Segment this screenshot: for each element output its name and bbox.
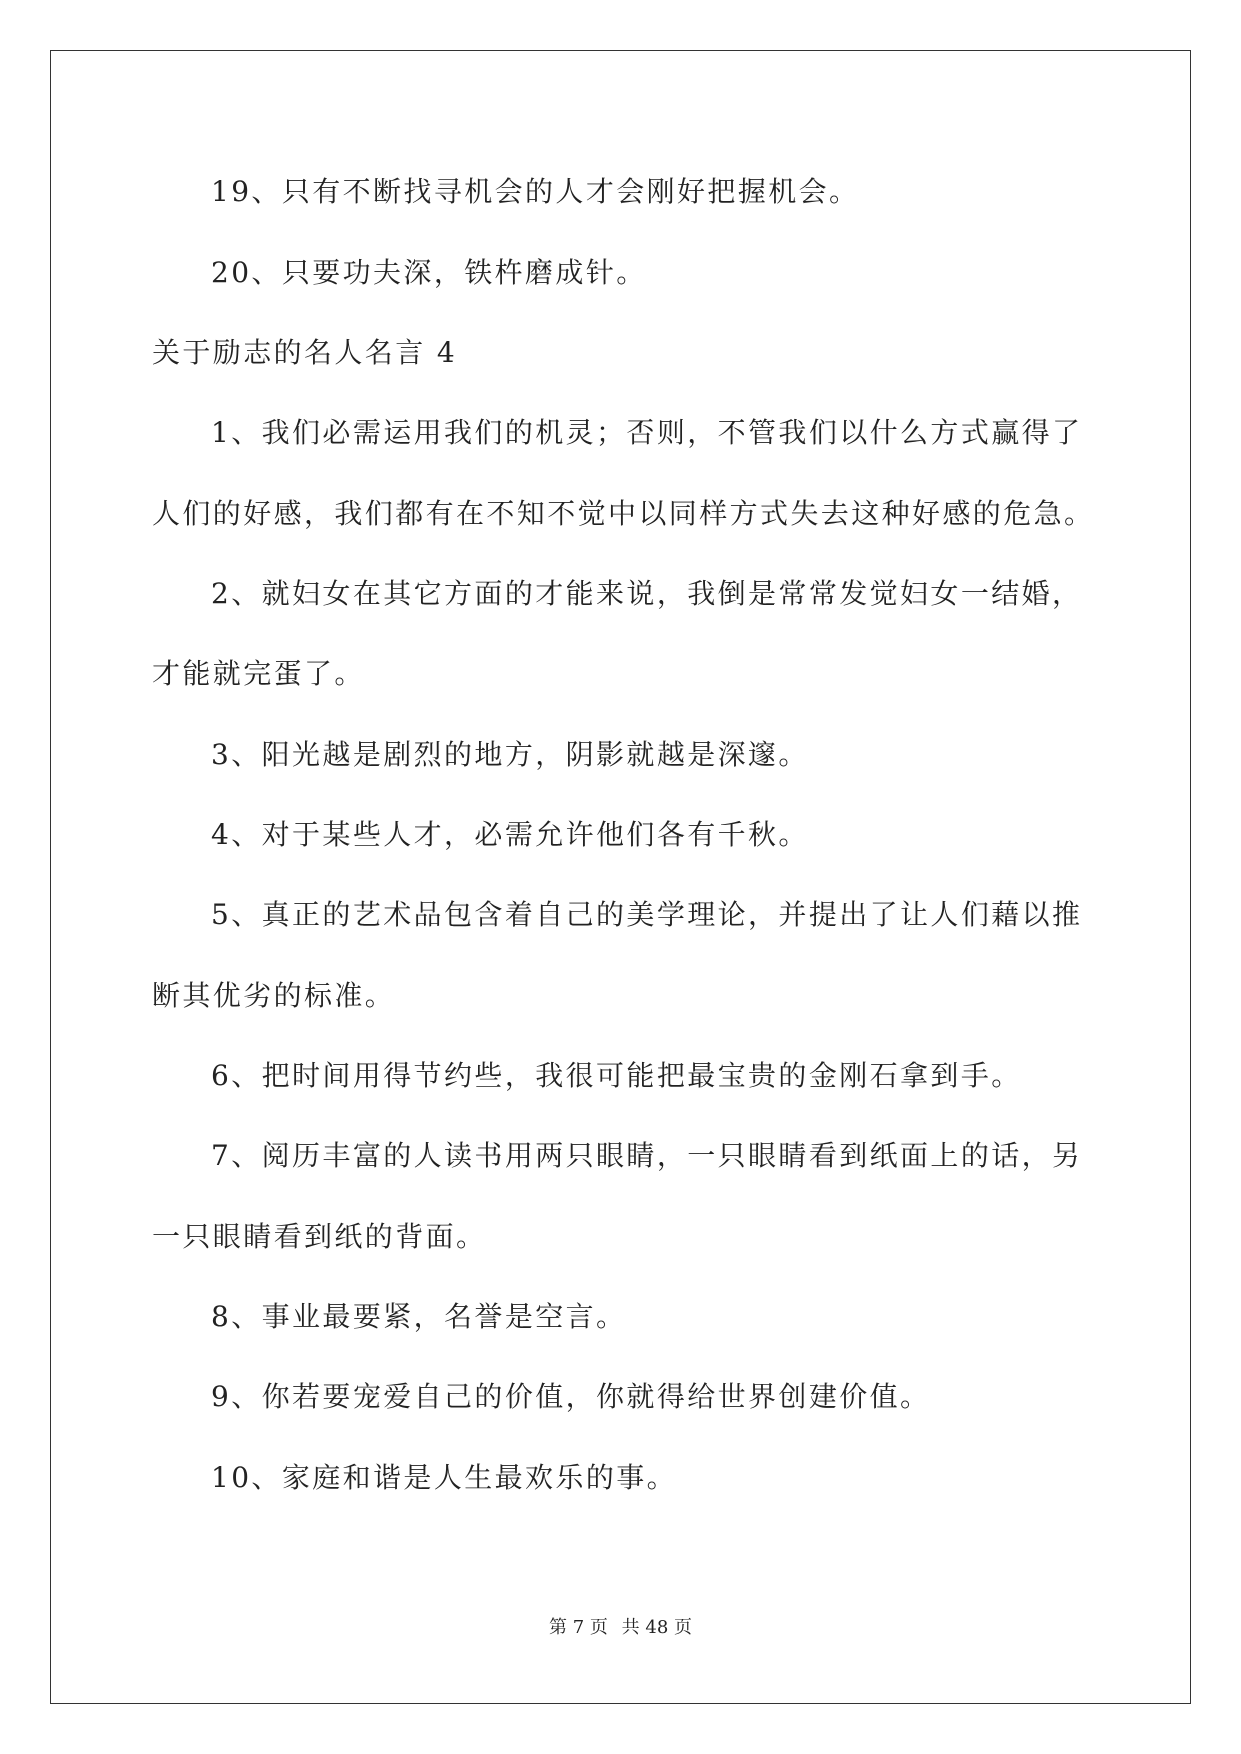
paragraph-line: 才能就完蛋了。 [152,657,365,690]
paragraph-line: 10、家庭和谐是人生最欢乐的事。 [211,1461,678,1494]
paragraph-line: 1、我们必需运用我们的机灵；否则，不管我们以什么方式赢得了 [211,416,1083,449]
paragraph-line: 9、你若要宠爱自己的价值，你就得给世界创建价值。 [211,1380,931,1413]
paragraph-line: 断其优劣的标准。 [152,979,396,1012]
page-total: 共 48 页 [621,1617,692,1638]
section-heading: 关于励志的名人名言 4 [152,336,458,369]
page-number: 第 7 页 [549,1617,608,1638]
paragraph-line: 8、事业最要紧，名誉是空言。 [211,1300,627,1333]
paragraph-line: 6、把时间用得节约些，我很可能把最宝贵的金刚石拿到手。 [211,1059,1022,1092]
paragraph-line: 人们的好感，我们都有在不知不觉中以同样方式失去这种好感的危急。 [152,497,1095,530]
paragraph-line: 3、阳光越是剧烈的地方，阴影就越是深邃。 [211,738,809,771]
paragraph-line: 2、就妇女在其它方面的才能来说，我倒是常常发觉妇女一结婚， [211,577,1083,610]
paragraph-line: 20、只要功夫深，铁杵磨成针。 [211,256,647,289]
page-border [50,50,1191,1704]
paragraph-line: 一只眼睛看到纸的背面。 [152,1220,487,1253]
paragraph-line: 7、阅历丰富的人读书用两只眼睛，一只眼睛看到纸面上的话，另 [211,1139,1083,1172]
paragraph-line: 19、只有不断找寻机会的人才会刚好把握机会。 [211,175,860,208]
paragraph-line: 5、真正的艺术品包含着自己的美学理论，并提出了让人们藉以推 [211,898,1083,931]
paragraph-line: 4、对于某些人才，必需允许他们各有千秋。 [211,818,809,851]
page-footer [0,1613,1241,1639]
